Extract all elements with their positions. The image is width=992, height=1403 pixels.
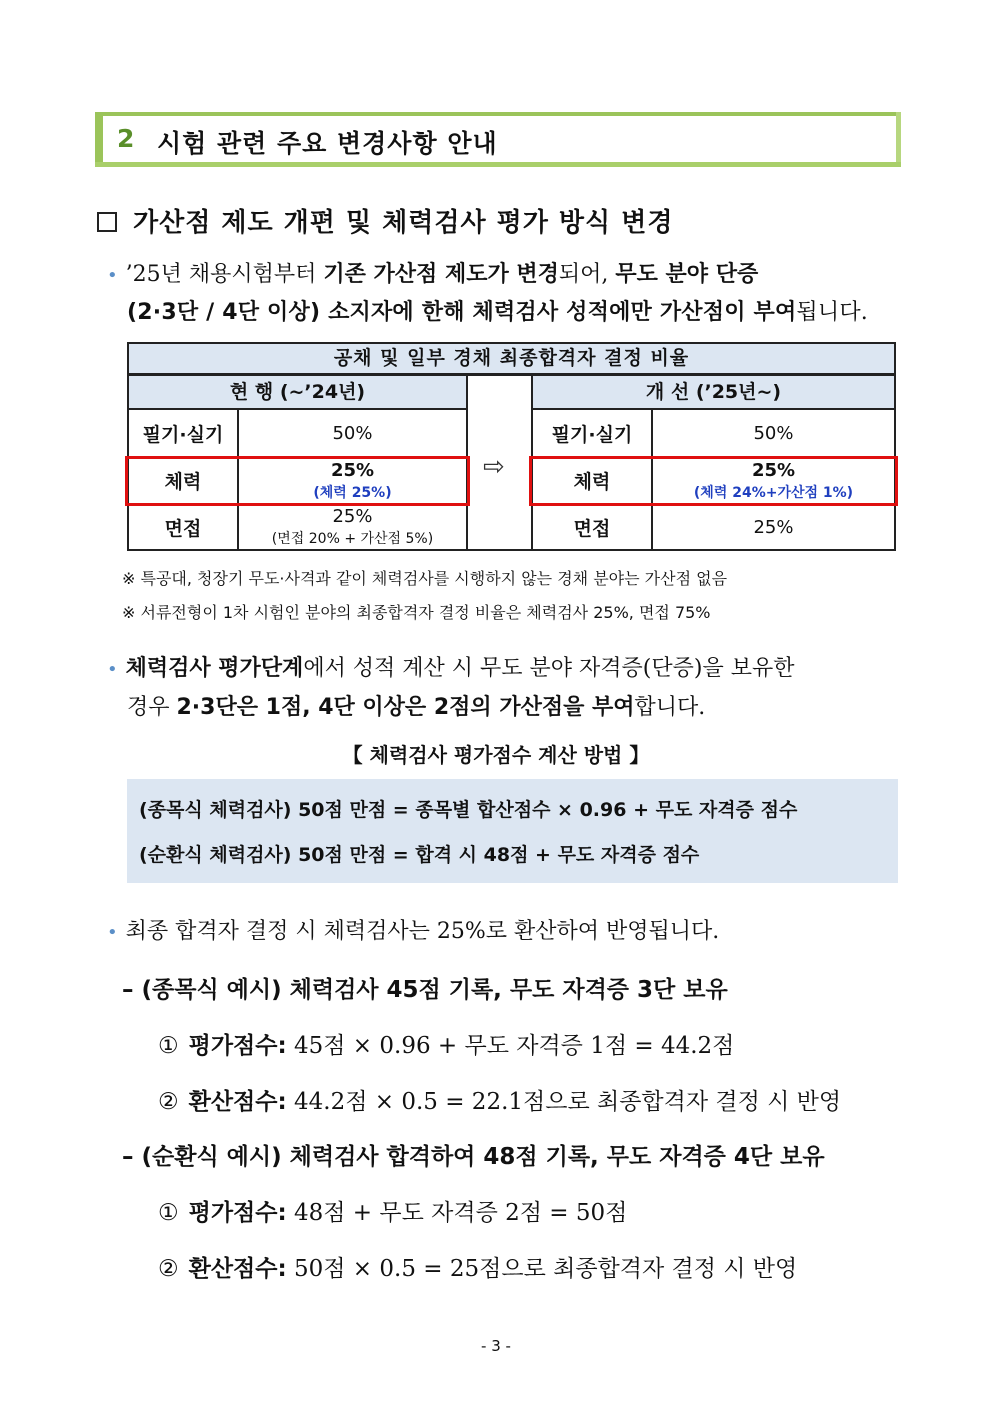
text-run: 합니다. (634, 695, 706, 720)
para1-line1 (107, 256, 758, 295)
text-run: 되어, (558, 262, 616, 287)
text-run: ’25년 채용시험부터 (125, 262, 324, 287)
example-1-step-2 (158, 1083, 841, 1116)
formula-box (127, 779, 898, 883)
para3 (107, 913, 719, 952)
example-2-step-1 (158, 1194, 627, 1227)
table-row-label: 면접 (127, 504, 238, 551)
table-row-label: 필기·실기 (127, 409, 238, 457)
table-row-label: 면접 (531, 504, 652, 551)
sub-heading-text: 가산점 제도 개편 및 체력검사 평가 방식 변경 (133, 208, 674, 238)
step-label: 환산점수: (188, 1256, 287, 1282)
value-subtext: (면접 20% + 가산점 5%) (271, 531, 434, 547)
step-number: ① (158, 1200, 179, 1226)
table-row-value (652, 409, 896, 457)
formula-line-2: (순환식 체력검사) 50점 만점 = 합격 시 48점 + 무도 자격증 점수 (139, 844, 700, 866)
bullet-dot-icon: • (107, 922, 118, 943)
bullet-dot-icon: • (107, 265, 118, 286)
table-row-value (652, 504, 896, 551)
value-text: 50% (332, 422, 373, 444)
highlight-box-left (125, 456, 470, 506)
text-run: 됩니다. (796, 300, 868, 325)
right-arrow-icon: ⇨ (483, 452, 505, 482)
highlight-box-right (529, 456, 898, 506)
section-number: 2 (117, 124, 135, 153)
example-1-step-1 (158, 1027, 734, 1060)
step-label: 평가점수: (188, 1033, 287, 1059)
section-bar-left (95, 112, 103, 167)
para3-text: 최종 합격자 결정 시 체력검사는 25%로 환산하여 반영됩니다. (125, 919, 720, 944)
step-number: ① (158, 1033, 179, 1059)
bullet-dot-icon: • (107, 659, 118, 680)
text-run: 기존 가산점 제도가 변경 (323, 262, 559, 287)
section-header (95, 112, 901, 167)
step-text: 45점 × 0.96 + 무도 자격증 1점 = 44.2점 (286, 1033, 735, 1059)
para2-line2 (127, 689, 705, 727)
step-text: 48점 + 무도 자격증 2점 = 50점 (286, 1200, 628, 1226)
page-number: - 3 - (481, 1337, 511, 1355)
checkbox-square-icon (97, 212, 117, 232)
value-text: 25% (753, 516, 794, 538)
table-row-label: 체력 (127, 456, 238, 505)
text-run: 에서 성적 계산 시 무도 분야 자격증(단증)을 보유한 (303, 656, 795, 681)
step-text: 44.2점 × 0.5 = 22.1점으로 최종합격자 결정 시 반영 (286, 1089, 842, 1115)
formula-box-title: 【 체력검사 평가점수 계산 방법 】 (342, 743, 650, 767)
value-text: 25% (332, 506, 373, 527)
table-left-header: 현 행 (~’24년) (127, 374, 468, 410)
example-2-step-2 (158, 1250, 797, 1283)
value-text: 25% (751, 459, 796, 481)
table-row-value (238, 504, 468, 551)
example-2-title: – (순환식 예시) 체력검사 합격하여 48점 기록, 무도 자격증 4단 보유 (122, 1144, 825, 1170)
table-row-label: 필기·실기 (531, 409, 652, 457)
para2-line1 (107, 650, 794, 689)
para1-line2 (127, 294, 868, 332)
step-number: ② (158, 1256, 179, 1282)
example-1-title: – (종목식 예시) 체력검사 45점 기록, 무도 자격증 3단 보유 (122, 977, 728, 1003)
note-1: ※ 특공대, 청장기 무도·사격과 같이 체력검사를 시행하지 않는 경채 분야는 가산점 없음 (122, 569, 728, 588)
text-run: 2·3단은 1점, 4단 이상은 2점의 가산점을 부여 (176, 695, 635, 720)
para1-line1-text (126, 262, 759, 287)
table-row-label: 체력 (531, 456, 652, 505)
text-run: 무도 분야 단증 (615, 262, 759, 287)
step-number: ② (158, 1089, 179, 1115)
section-title: 시험 관련 주요 변경사항 안내 (157, 129, 498, 158)
table-title: 공채 및 일부 경채 최종합격자 결정 비율 (127, 342, 896, 375)
text-run: (2·3단 / 4단 이상) 소지자에 한해 체력검사 성적에만 가산점이 부여 (127, 300, 797, 325)
section-bar-right (896, 112, 901, 167)
formula-line-1: (종목식 체력검사) 50점 만점 = 종목별 합산점수 × 0.96 + 무도 자격증 점수 (139, 799, 798, 821)
table-row-value (238, 409, 468, 457)
section-bar-top (95, 112, 901, 116)
value-text: 25% (330, 459, 375, 481)
step-label: 환산점수: (188, 1089, 287, 1115)
note-2: ※ 서류전형이 1차 시험인 분야의 최종합격자 결정 비율은 체력검사 25%, 면접 75% (122, 603, 711, 622)
para2-line1-text (126, 656, 795, 681)
step-text: 50점 × 0.5 = 25점으로 최종합격자 결정 시 반영 (286, 1256, 798, 1282)
text-run: 체력검사 평가단계 (125, 656, 304, 681)
section-bar-bottom (95, 162, 901, 167)
sub-heading (97, 202, 673, 239)
value-subtext: (체력 25%) (313, 484, 392, 501)
value-subtext: (체력 24%+가산점 1%) (693, 484, 854, 501)
step-label: 평가점수: (188, 1200, 287, 1226)
table-right-header: 개 선 (’25년~) (531, 374, 896, 410)
text-run: 경우 (127, 695, 177, 720)
value-text: 50% (753, 422, 794, 444)
